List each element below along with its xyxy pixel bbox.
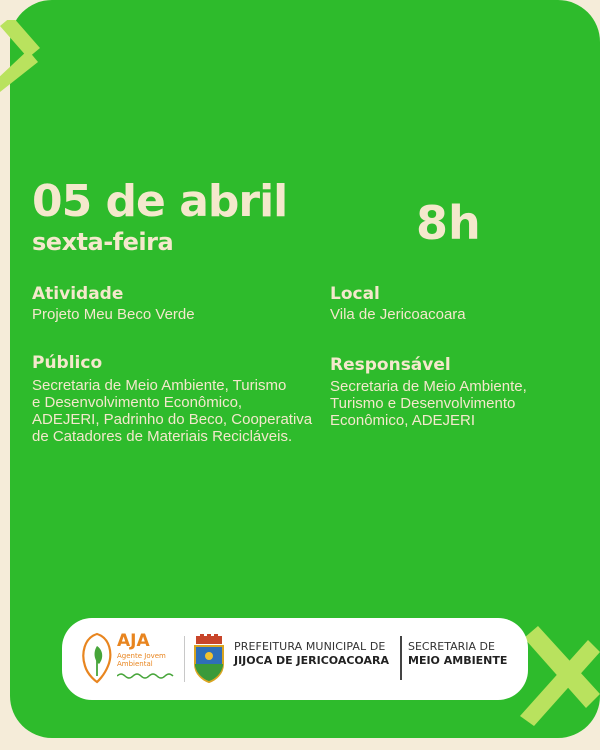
secretaria-department: MEIO AMBIENTE bbox=[408, 654, 508, 667]
aja-leaf-icon bbox=[80, 632, 114, 686]
cross-decoration-icon bbox=[0, 20, 44, 92]
event-weekday: sexta-feira bbox=[32, 228, 174, 256]
publico-line: ADEJERI, Padrinho do Beco, Cooperativa bbox=[32, 411, 313, 428]
prefeitura-name: PREFEITURA MUNICIPAL DE bbox=[234, 640, 386, 653]
logo-divider bbox=[400, 636, 402, 680]
responsavel-line: Turismo e Desenvolvimento bbox=[330, 395, 516, 412]
aja-subtitle-line: Agente Jovem bbox=[117, 652, 166, 660]
wave-icon bbox=[117, 672, 175, 680]
local-label: Local bbox=[330, 284, 380, 304]
aja-subtitle-line: Ambiental bbox=[117, 660, 153, 668]
municipal-crest-icon bbox=[190, 634, 228, 684]
responsavel-line: Econômico, ADEJERI bbox=[330, 412, 476, 429]
publico-label: Público bbox=[32, 353, 103, 373]
publico-line: Secretaria de Meio Ambiente, Turismo bbox=[32, 377, 287, 394]
prefeitura-city: JIJOCA DE JERICOACOARA bbox=[234, 654, 389, 667]
aja-subtitle bbox=[117, 652, 177, 668]
publico-line: de Catadores de Materiais Recicláveis. bbox=[32, 428, 293, 445]
sponsor-logo-bar bbox=[62, 618, 528, 700]
event-time: 8h bbox=[416, 196, 481, 250]
responsavel-line: Secretaria de Meio Ambiente, bbox=[330, 378, 527, 395]
publico-line: e Desenvolvimento Econômico, bbox=[32, 394, 243, 411]
aja-title: AJA bbox=[117, 631, 150, 651]
atividade-value: Projeto Meu Beco Verde bbox=[32, 306, 195, 323]
cross-decoration-icon bbox=[518, 622, 600, 726]
logo-divider bbox=[184, 636, 185, 682]
secretaria-name: SECRETARIA DE bbox=[408, 640, 495, 653]
atividade-label: Atividade bbox=[32, 284, 124, 304]
local-value: Vila de Jericoacoara bbox=[330, 306, 466, 323]
event-date: 05 de abril bbox=[32, 176, 288, 227]
responsavel-label: Responsável bbox=[330, 355, 451, 375]
